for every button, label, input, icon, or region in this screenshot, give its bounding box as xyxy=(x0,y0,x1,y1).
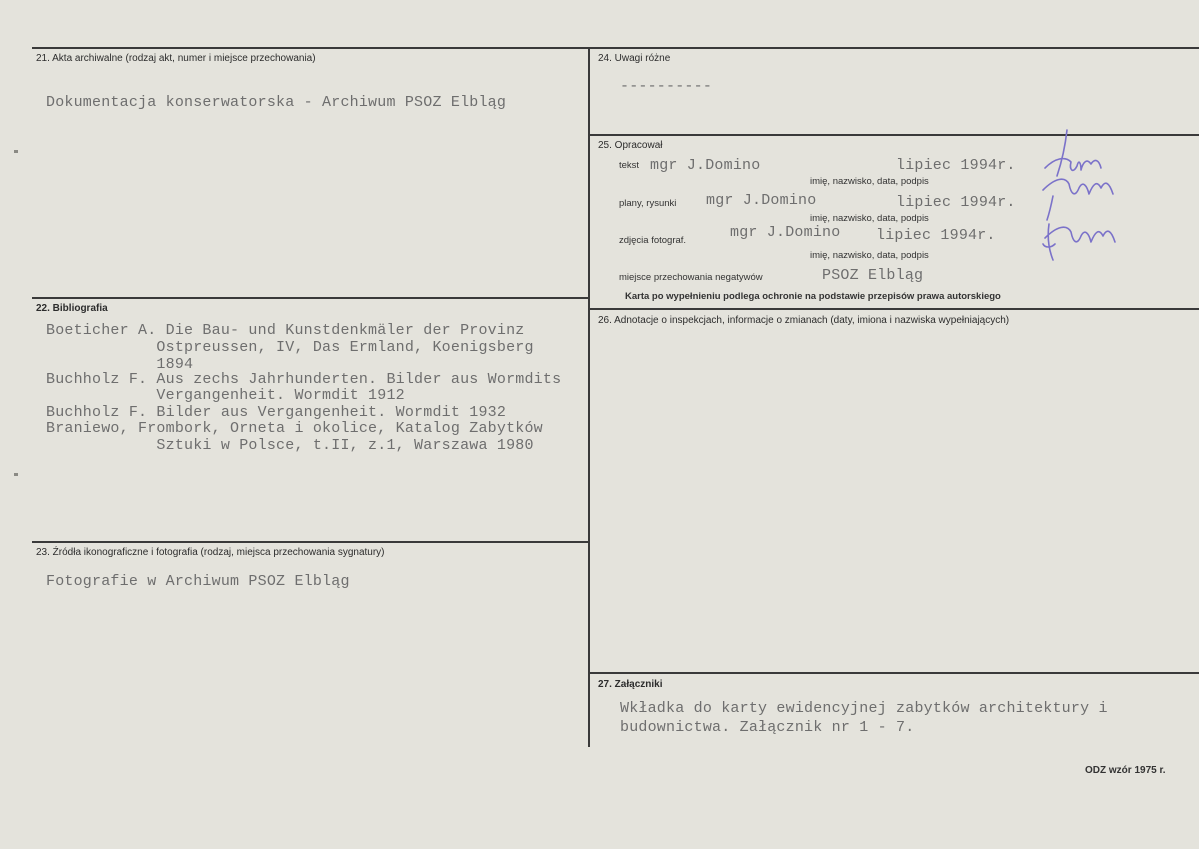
section-24-label: 24. Uwagi różne xyxy=(598,53,671,64)
negatywy-label: miejsce przechowania negatywów xyxy=(619,272,763,283)
zdjecia-date: lipiec 1994r. xyxy=(876,227,996,244)
section-23-label: 23. Źródła ikonograficzne i fotografia (rodzaj, miejsca przechowania sygnatury) xyxy=(36,547,385,558)
section-27-label: 27. Załączniki xyxy=(598,679,663,690)
bibliography-line-1: Boeticher A. Die Bau- und Kunstdenkmäler der Provinz xyxy=(46,322,525,339)
plany-date: lipiec 1994r. xyxy=(896,194,1016,211)
bibliography-line-6: Buchholz F. Bilder aus Vergangenheit. Wormdit 1932 xyxy=(46,404,507,421)
copyright-note: Karta po wypełnieniu podlega ochronie na podstawie przepisów prawa autorskiego xyxy=(625,291,1001,302)
margin-tick-1 xyxy=(14,150,18,153)
left-divider-2 xyxy=(32,541,588,543)
plany-label: plany, rysunki xyxy=(619,198,677,209)
tekst-caption: imię, nazwisko, data, podpis xyxy=(810,176,929,187)
center-divider xyxy=(588,47,590,747)
tekst-date: lipiec 1994r. xyxy=(896,157,1016,174)
bibliography-line-2: Ostpreussen, IV, Das Ermland, Koenigsberg xyxy=(46,339,534,356)
section-24-text: ---------- xyxy=(620,78,713,95)
right-divider-3 xyxy=(590,672,1199,674)
bibliography-line-7: Braniewo, Frombork, Orneta i okolice, Katalog Zabytków xyxy=(46,420,543,437)
attachments-line-2: budownictwa. Załącznik nr 1 - 7. xyxy=(620,719,915,736)
bibliography-line-5: Vergangenheit. Wormdit 1912 xyxy=(46,387,405,404)
tekst-value: mgr J.Domino xyxy=(650,157,761,174)
section-21-text: Dokumentacja konserwatorska - Archiwum PSOZ Elbląg xyxy=(46,94,507,111)
negatywy-value: PSOZ Elbląg xyxy=(822,267,924,284)
bibliography-line-8: Sztuki w Polsce, t.II, z.1, Warszawa 1980 xyxy=(46,437,534,454)
top-border xyxy=(32,47,1199,49)
plany-value: mgr J.Domino xyxy=(706,192,817,209)
signature-scribbles xyxy=(1035,128,1125,278)
tekst-label: tekst xyxy=(619,160,640,171)
zdjecia-label: zdjęcia fotograf. xyxy=(619,235,687,246)
plany-caption: imię, nazwisko, data, podpis xyxy=(810,213,929,224)
section-23-text: Fotografie w Archiwum PSOZ Elbląg xyxy=(46,573,350,590)
section-22-label: 22. Bibliografia xyxy=(36,303,108,314)
form-footer: ODZ wzór 1975 r. xyxy=(1085,765,1166,776)
bibliography-line-3: 1894 xyxy=(46,356,194,373)
attachments-line-1: Wkładka do karty ewidencyjnej zabytków architektury i xyxy=(620,700,1108,717)
margin-tick-2 xyxy=(14,473,18,476)
right-divider-2 xyxy=(590,308,1199,310)
section-21-label: 21. Akta archiwalne (rodzaj akt, numer i miejsce przechowania) xyxy=(36,53,316,64)
section-26-label: 26. Adnotacje o inspekcjach, informacje o zmianach (daty, imiona i nazwiska wypełniających) xyxy=(598,315,1010,326)
zdjecia-value: mgr J.Domino xyxy=(730,224,841,241)
left-divider-1 xyxy=(32,297,588,299)
bibliography-line-4: Buchholz F. Aus zechs Jahrhunderten. Bilder aus Wormdits xyxy=(46,371,562,388)
zdjecia-caption: imię, nazwisko, data, podpis xyxy=(810,250,929,261)
section-25-label: 25. Opracował xyxy=(598,140,663,151)
